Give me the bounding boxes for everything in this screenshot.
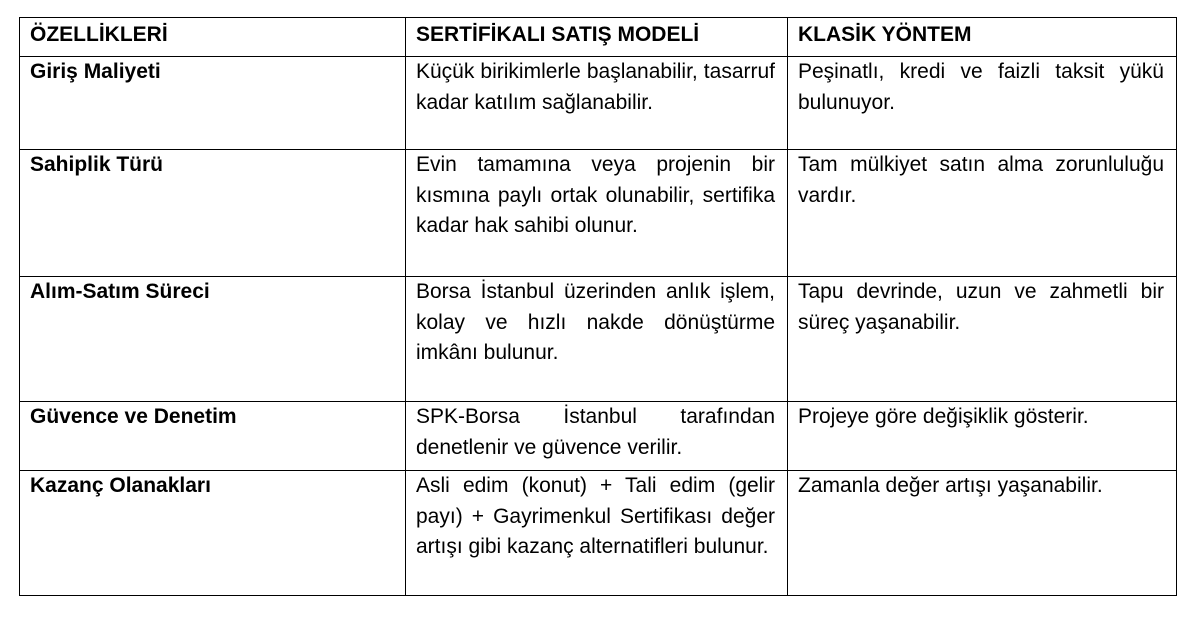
certified-cell: Asli edim (konut) + Tali edim (gelir payı) + Gayrimenkul Sertifikası değer artışı gibi kazanç alternatifleri bulunur. — [406, 471, 788, 596]
certified-cell: Borsa İstanbul üzerinden anlık işlem, kolay ve hızlı nakde dönüştürme imkânı bulunur. — [406, 277, 788, 402]
table-row — [20, 277, 1177, 402]
table-row — [20, 402, 1177, 471]
classic-cell: Projeye göre değişiklik gösterir. — [788, 402, 1177, 471]
table-header-row — [20, 18, 1177, 57]
classic-cell: Zamanla değer artışı yaşanabilir. — [788, 471, 1177, 596]
certified-cell: Evin tamamına veya projenin bir kısmına paylı ortak olunabilir, sertifika kadar hak sahibi olunur. — [406, 150, 788, 277]
certified-cell: Küçük birikimlerle başlanabilir, tasarruf kadar katılım sağlanabilir. — [406, 57, 788, 150]
certified-cell: SPK-Borsa İstanbul tarafından denetlenir ve güvence verilir. — [406, 402, 788, 471]
feature-cell: Güvence ve Denetim — [20, 402, 406, 471]
classic-cell: Tapu devrinde, uzun ve zahmetli bir süreç yaşanabilir. — [788, 277, 1177, 402]
header-certified-sales-model: SERTİFİKALI SATIŞ MODELİ — [406, 18, 788, 57]
feature-cell: Giriş Maliyeti — [20, 57, 406, 150]
classic-cell: Peşinatlı, kredi ve faizli taksit yükü bulunuyor. — [788, 57, 1177, 150]
header-classic-method: KLASİK YÖNTEM — [788, 18, 1177, 57]
table-row — [20, 150, 1177, 277]
classic-cell: Tam mülkiyet satın alma zorunluluğu vardır. — [788, 150, 1177, 277]
feature-cell: Alım-Satım Süreci — [20, 277, 406, 402]
feature-cell: Sahiplik Türü — [20, 150, 406, 277]
table-row — [20, 57, 1177, 150]
header-features: ÖZELLİKLERİ — [20, 18, 406, 57]
comparison-table — [19, 17, 1177, 596]
table-row — [20, 471, 1177, 596]
feature-cell: Kazanç Olanakları — [20, 471, 406, 596]
